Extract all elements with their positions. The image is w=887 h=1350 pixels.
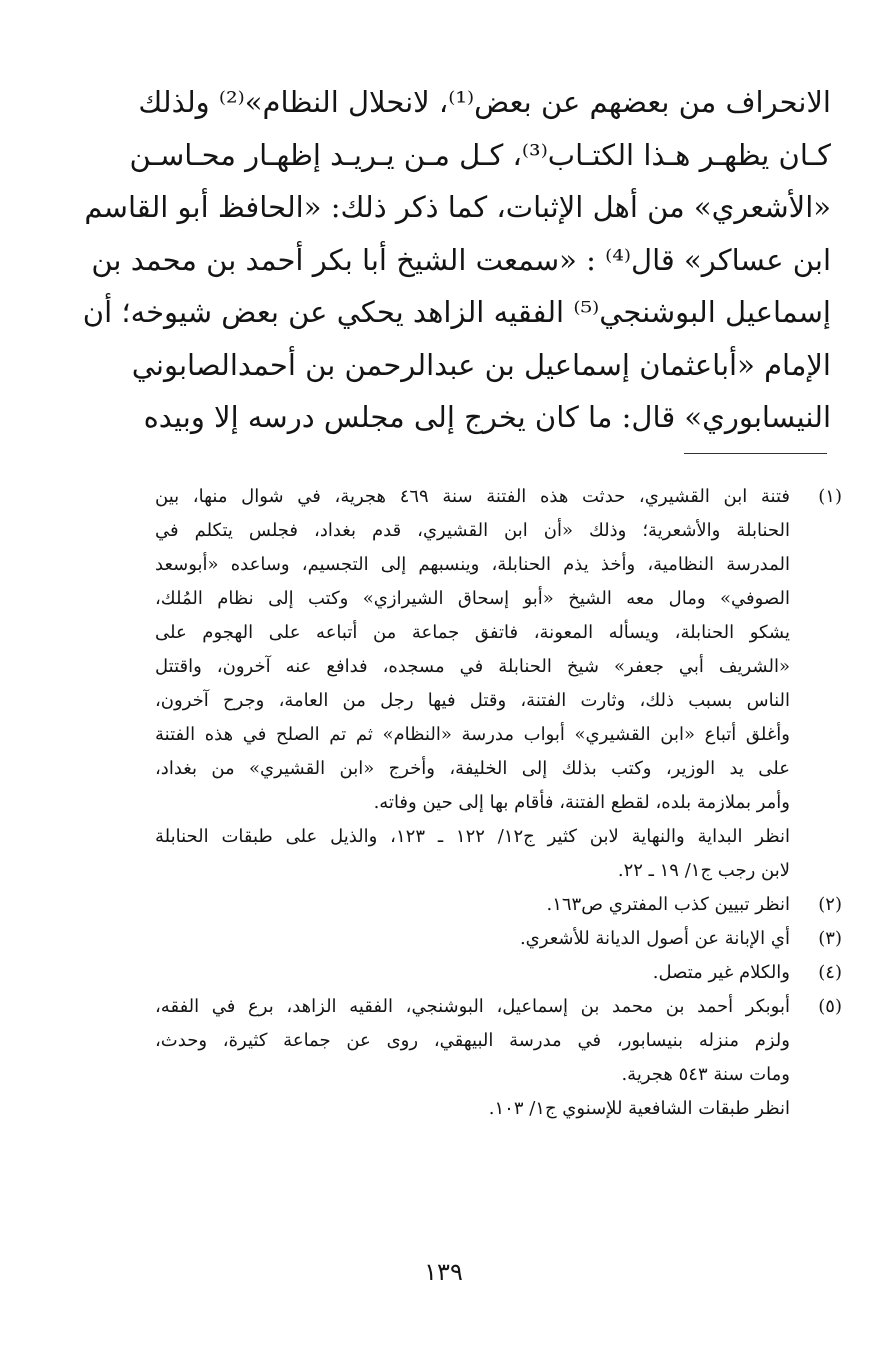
footnote-line: ومات سنة ٥٤٣ هجرية.: [621, 1064, 790, 1085]
main-text-line: «الأشعري» من أهل الإثبات، كما ذكر ذلك: «الحافظ أبو القاسم: [84, 190, 831, 224]
footnote-line: «الشريف أبي جعفر» شيخ الحنابلة في مسجده، فدافع عنه آخرون، واقتتل: [155, 656, 790, 677]
main-text-line: النيسابوري» قال: ما كان يخرج إلى مجلس درسه إلا وبيده: [143, 400, 831, 434]
footnote-text: [155, 480, 790, 888]
footnote-3: [155, 922, 842, 956]
footnote-5: [155, 990, 842, 1126]
main-text-line: الانحراف من بعضهم عن بعض⁽¹⁾، لانحلال النظام»⁽²⁾ ولذلك: [138, 85, 831, 119]
footnote-number: (١): [818, 486, 842, 507]
footnote-line: لابن رجب ج١/ ١٩ ـ ٢٢.: [617, 860, 790, 881]
footnote-line: انظر البداية والنهاية لابن كثير ج١٢/ ١٢٢ ـ ١٢٣، والذيل على طبقات الحنابلة: [155, 826, 791, 847]
footnote-line: الصوفي» ومال معه الشيخ «أبو إسحاق الشيرازي» وكتب إلى نظام المُلك،: [155, 588, 790, 609]
footnote-number: (٤): [818, 962, 842, 983]
footnote-number: (٥): [818, 996, 842, 1017]
footnote-text: [155, 922, 790, 956]
footnote-1: [155, 480, 842, 888]
footnote-line: على يد الوزير، وكتب بذلك إلى الخليفة، وأخرج «ابن القشيري» من بغداد،: [155, 758, 790, 779]
footnote-line: المدرسة النظامية، وأخذ يذم الحنابلة، وينسبهم إلى التجسيم، وساعده «أبوسعد: [155, 554, 790, 575]
footnote-line: والكلام غير متصل.: [652, 962, 790, 983]
main-text-line: كـان يظهـر هـذا الكتـاب⁽³⁾، كـل مـن يـريـد إظهـار محـاسـن: [129, 137, 831, 172]
main-text-line: ابن عساكر» قال⁽⁴⁾ : «سمعت الشيخ أبا بكر أحمد بن محمد بن: [91, 242, 831, 277]
footnote-line: فتنة ابن القشيري، حدثت هذه الفتنة سنة ٤٦٩ هجرية، في شوال منها، بين: [155, 486, 790, 507]
footnote-line: انظر طبقات الشافعية للإسنوي ج١/ ١٠٣.: [488, 1098, 790, 1119]
main-text: [82, 76, 831, 444]
footnote-line: وأغلق أتباع «ابن القشيري» أبواب مدرسة «النظام» ثم تم الصلح في هذه الفتنة: [155, 724, 790, 745]
footnote-text: [155, 888, 790, 922]
footnote-line: أبوبكر أحمد بن محمد بن إسماعيل، البوشنجي، الفقيه الزاهد، برع في الفقه،: [155, 996, 790, 1017]
footnote-line: ولزم منزله بنيسابور، في مدرسة البيهقي، روى عن جماعة كثيرة، وحدث،: [155, 1030, 790, 1051]
main-text-line: الإمام «أباعثمان إسماعيل بن عبدالرحمن بن أحمدالصابوني: [131, 347, 831, 382]
footnote-line: أي الإبانة عن أصول الديانة للأشعري.: [519, 928, 790, 949]
page-number: ١٣٩: [424, 1258, 463, 1286]
footnote-2: [155, 888, 842, 922]
footnote-line: الحنابلة والأشعرية؛ وذلك «أن ابن القشيري، قدم بغداد، فجلس يتكلم في: [155, 520, 790, 541]
footnote-number: (٣): [818, 928, 842, 949]
footnote-line: وأمر بملازمة بلده، لقطع الفتنة، فأقام بها إلى حين وفاته.: [373, 792, 790, 813]
footnote-4: [155, 956, 842, 990]
main-text-line: إسماعيل البوشنجي⁽⁵⁾ الفقيه الزاهد يحكي عن بعض شيوخه؛ أن: [82, 295, 831, 329]
footnote-line: الناس بسبب ذلك، وثارت الفتنة، وقتل فيها رجل من العامة، وجرح آخرون،: [155, 690, 790, 711]
footnote-number: (٢): [818, 894, 842, 915]
footnote-separator: [684, 453, 827, 454]
footnotes-list: [155, 480, 842, 1126]
footnote-text: [155, 956, 790, 990]
footnote-text: [155, 990, 790, 1126]
footnote-line: يشكو الحنابلة، ويسأله المعونة، فاتفق جماعة من أتباعه على الهجوم على: [155, 622, 790, 643]
footnote-line: انظر تبيين كذب المفتري ص١٦٣.: [546, 894, 790, 915]
